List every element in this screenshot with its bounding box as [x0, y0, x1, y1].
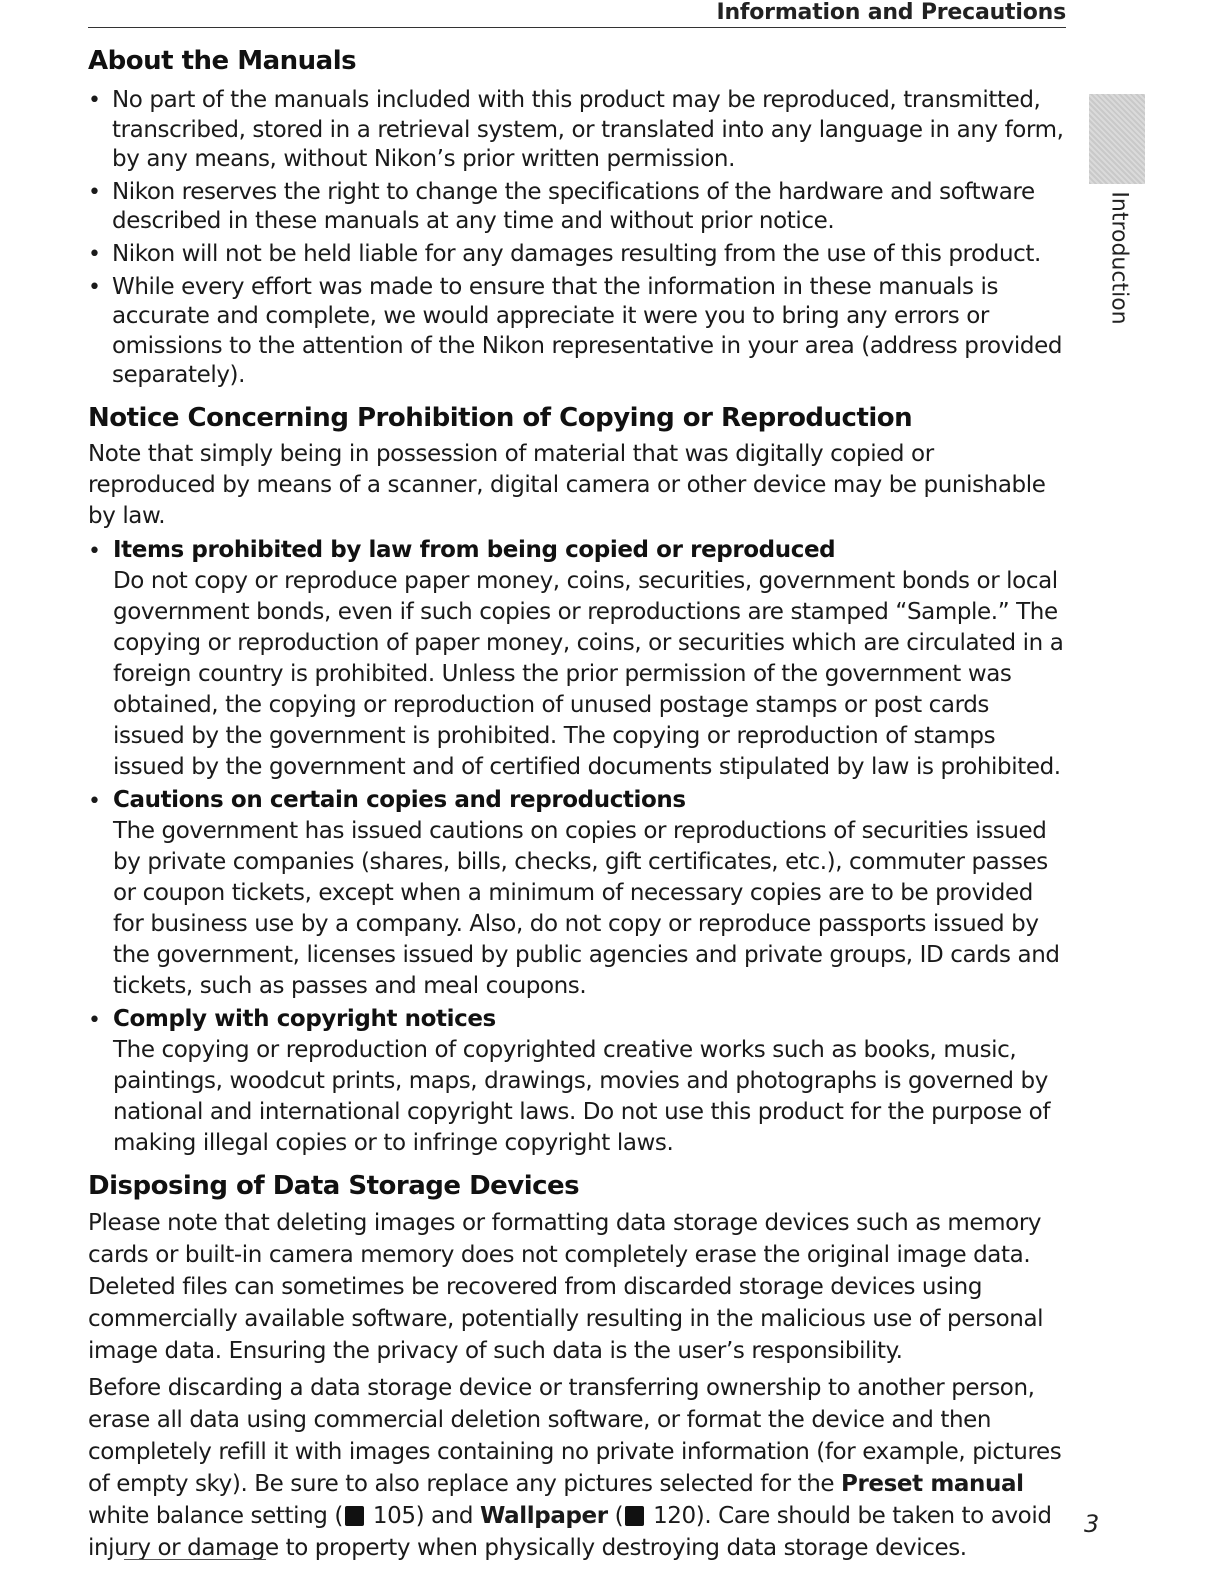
- page-number: 3: [1084, 1510, 1100, 1538]
- list-item: • While every effort was made to ensure that the information in these manuals is accurate and complete, we would appreciate it were you to bring any errors or omissions to the attention of the Nikon representative in your area (address provided separately).: [88, 273, 1066, 391]
- running-head-title: Information and Precautions: [716, 0, 1066, 25]
- wallpaper-term: Wallpaper: [480, 1502, 608, 1529]
- page-content: [88, 46, 1066, 1564]
- para-text: 105) and: [365, 1502, 481, 1529]
- para-text: Before discarding a data storage device or transferring ownership to another person, erase all data using commercial deletion software, or format the device and then completely refill it with images containing no private information (for example, pictures of empty sky). Be sure to also replace any pictures selected for the: [88, 1374, 1062, 1497]
- page-reference-icon: [345, 1506, 364, 1526]
- copying-intro: Note that simply being in possession of material that was digitally copied or reproduced by means of a scanner, digital camera or other device may be punishable by law.: [88, 440, 1046, 529]
- preset-manual-term: Preset manual: [841, 1470, 1024, 1497]
- para-text: white balance setting (: [88, 1502, 343, 1529]
- section-title-copying: Notice Concerning Prohibition of Copying or Reproduction: [88, 402, 913, 433]
- manuals-bullet-list: [88, 86, 1066, 391]
- sub-item-title: • Cautions on certain copies and reproductions: [113, 786, 686, 813]
- sub-item-body: The copying or reproduction of copyrighted creative works such as books, music, paintings, woodcut prints, maps, drawings, movies and photographs is governed by national and international copyright laws. Do not use this product for the purpose of making illegal copies or to infringe copyright laws.: [113, 1036, 1051, 1156]
- footer-rule: [124, 1559, 266, 1560]
- copying-item-copyright: [88, 1004, 1066, 1159]
- copying-item-prohibited: [88, 535, 1066, 783]
- section-tab-marker: [1089, 94, 1145, 184]
- section-tab-label: Introduction: [1106, 191, 1132, 325]
- section-title-manuals: About the Manuals: [88, 46, 357, 76]
- page-reference-icon: [625, 1506, 644, 1526]
- header-rule: [88, 27, 1066, 28]
- disposing-paragraph-2: [88, 1372, 1066, 1564]
- para-text: (: [607, 1502, 624, 1529]
- sub-item-body: Do not copy or reproduce paper money, coins, securities, government bonds or local government bonds, even if such copies or reproductions are stamped “Sample.” The copying or reproduction of paper money, coins, or securities which are circulated in a foreign country is prohibited. Unless the prior permission of the government was obtained, the copying or reproduction of unused postage stamps or post cards issued by the government is prohibited. The copying or reproduction of stamps issued by the government and of certified documents stipulated by law is prohibited.: [113, 567, 1064, 780]
- sub-item-body: The government has issued cautions on copies or reproductions of securities issued by private companies (shares, bills, checks, gift certificates, etc.), commuter passes or coupon tickets, except when a minimum of necessary copies are to be provided for business use by a company. Also, do not copy or reproduce passports issued by the government, licenses issued by public agencies and private groups, ID cards and tickets, such as passes and meal coupons.: [113, 817, 1060, 999]
- list-item: • Nikon will not be held liable for any damages resulting from the use of this product.: [88, 240, 1066, 270]
- para-text: 120). Care should be taken to avoid injury or damage to property when physically destroying data storage devices.: [88, 1502, 1052, 1561]
- disposing-paragraph-1: Please note that deleting images or formatting data storage devices such as memory cards or built-in camera memory does not completely erase the original image data. Deleted files can sometimes be recovered from discarded storage devices using commercially available software, potentially resulting in the malicious use of personal image data. Ensuring the privacy of such data is the user’s responsibility.: [88, 1209, 1044, 1364]
- list-item: • Nikon reserves the right to change the specifications of the hardware and software described in these manuals at any time and without prior notice.: [88, 178, 1066, 237]
- sub-item-title: • Items prohibited by law from being copied or reproduced: [113, 536, 836, 563]
- copying-item-cautions: [88, 785, 1066, 1002]
- sub-item-title: • Comply with copyright notices: [113, 1005, 496, 1032]
- list-item: • No part of the manuals included with this product may be reproduced, transmitted, transcribed, stored in a retrieval system, or translated into any language in any form, by any means, without Nikon’s prior written permission.: [88, 86, 1066, 175]
- section-title-disposing: Disposing of Data Storage Devices: [88, 1170, 580, 1201]
